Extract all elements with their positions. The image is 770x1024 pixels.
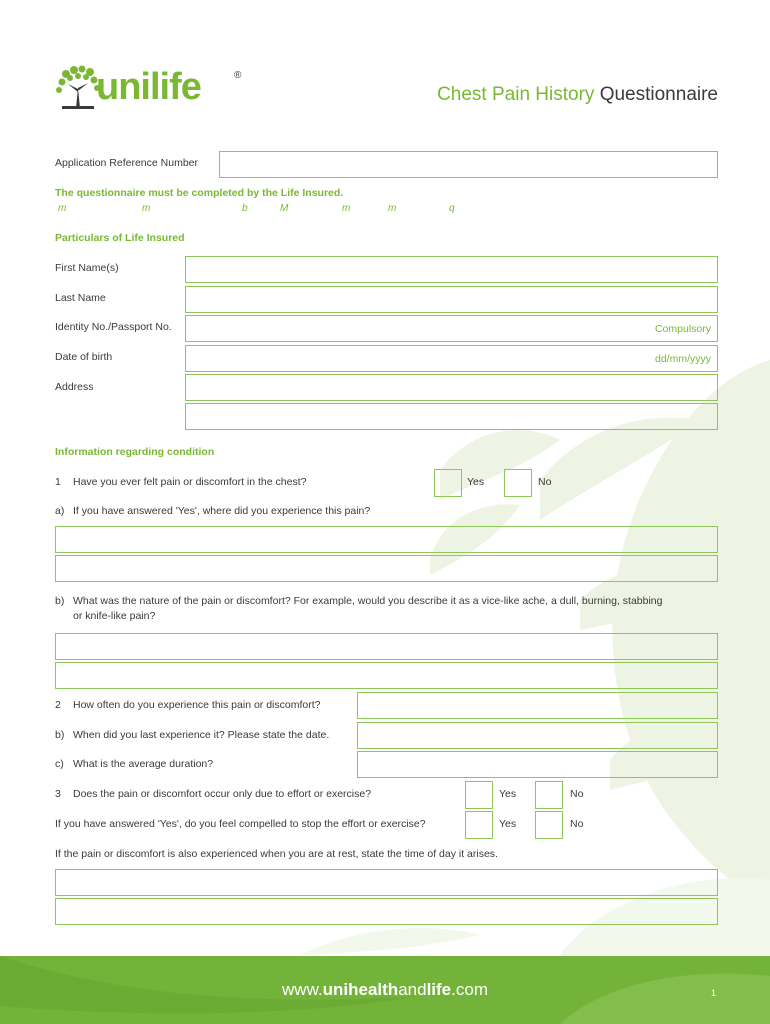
q4-input-line1[interactable]	[55, 869, 718, 896]
last-name-input[interactable]	[185, 286, 718, 313]
application-reference-label: Application Reference Number	[55, 157, 198, 169]
url-bold1: unihealth	[322, 980, 399, 999]
q1-yes-checkbox[interactable]	[434, 469, 462, 497]
q2-text: How often do you experience this pain or discomfort?	[73, 699, 321, 711]
q2b-input[interactable]	[357, 722, 718, 749]
q3a-no-checkbox[interactable]	[535, 811, 563, 839]
logo-wordmark: unilife	[96, 66, 201, 108]
q3-number: 3	[55, 788, 61, 800]
q2c-text: What is the average duration?	[73, 758, 214, 770]
q1-no-checkbox[interactable]	[504, 469, 532, 497]
id-label: Identity No./Passport No.	[55, 321, 172, 333]
faint-letter-row	[0, 203, 770, 217]
last-name-label: Last Name	[55, 292, 106, 304]
q2-input[interactable]	[357, 692, 718, 719]
faint-letter: m	[388, 203, 397, 214]
particulars-heading: Particulars of Life Insured	[55, 232, 185, 244]
first-name-input[interactable]	[185, 256, 718, 283]
q3a-no-label: No	[570, 818, 584, 830]
address-line2-input[interactable]	[185, 403, 718, 430]
page-title	[437, 84, 718, 106]
condition-heading: Information regarding condition	[55, 446, 215, 458]
faint-letter: m	[58, 203, 67, 214]
url-suffix: .com	[451, 980, 488, 999]
q1a-input-line1[interactable]	[55, 526, 718, 553]
q3-no-label: No	[570, 788, 584, 800]
q1a-number: a)	[55, 505, 65, 517]
address-label: Address	[55, 381, 94, 393]
q1b-input-line2[interactable]	[55, 662, 718, 689]
q1-number: 1	[55, 476, 61, 488]
q3-yes-label: Yes	[499, 788, 517, 800]
first-name-label: First Name(s)	[55, 262, 119, 274]
dob-input[interactable]	[185, 345, 718, 372]
q1a-input-line2[interactable]	[55, 555, 718, 582]
q3a-yes-checkbox[interactable]	[465, 811, 493, 839]
registered-mark: ®	[234, 70, 242, 81]
q3-no-checkbox[interactable]	[535, 781, 563, 809]
page-number: 1	[710, 988, 716, 998]
q4-input-line2[interactable]	[55, 898, 718, 925]
tree-logo-icon	[54, 64, 102, 110]
title-part2: Questionnaire	[599, 84, 718, 105]
q2b-number: b)	[55, 729, 65, 741]
id-input[interactable]	[185, 315, 718, 342]
address-line1-input[interactable]	[185, 374, 718, 401]
q2c-number: c)	[55, 758, 64, 770]
faint-letter: m	[142, 203, 151, 214]
title-part1: Chest Pain History	[437, 84, 595, 105]
q1-yes-label: Yes	[467, 476, 485, 488]
q1b-text-line1: What was the nature of the pain or discomfort? For example, would you describe it as a vice-like ache, a dull, burning, stabbing	[73, 595, 663, 607]
q3-yes-checkbox[interactable]	[465, 781, 493, 809]
q2b-text: When did you last experience it? Please state the date.	[73, 729, 330, 741]
url-prefix: www.	[282, 980, 323, 999]
footer-website-link[interactable]	[0, 980, 770, 1000]
q2-number: 2	[55, 699, 61, 711]
footer-band	[0, 956, 770, 1024]
application-reference-input[interactable]	[219, 151, 718, 178]
url-bold2: life	[426, 980, 452, 999]
faint-letter: q	[449, 203, 455, 214]
q1b-number: b)	[55, 595, 65, 607]
q2c-input[interactable]	[357, 751, 718, 778]
q3-text: Does the pain or discomfort occur only due to effort or exercise?	[73, 788, 372, 800]
q1a-text: If you have answered 'Yes', where did you experience this pain?	[73, 505, 371, 517]
q1b-text-line2: or knife-like pain?	[73, 610, 156, 622]
faint-letter: m	[342, 203, 351, 214]
q3a-yes-label: Yes	[499, 818, 517, 830]
url-mid: and	[398, 980, 427, 999]
q1b-input-line1[interactable]	[55, 633, 718, 660]
dob-label: Date of birth	[55, 351, 113, 363]
completion-notice: The questionnaire must be completed by the Life Insured.	[55, 187, 344, 199]
q1-text: Have you ever felt pain or discomfort in the chest?	[73, 476, 307, 488]
q3a-text: If you have answered 'Yes', do you feel compelled to stop the effort or exercise?	[55, 818, 426, 830]
faint-letter: b	[242, 203, 248, 214]
brand-logo	[54, 64, 244, 112]
q1-no-label: No	[538, 476, 552, 488]
faint-letter: M	[280, 203, 289, 214]
q4-text: If the pain or discomfort is also experienced when you are at rest, state the time of day it arises.	[55, 848, 498, 860]
